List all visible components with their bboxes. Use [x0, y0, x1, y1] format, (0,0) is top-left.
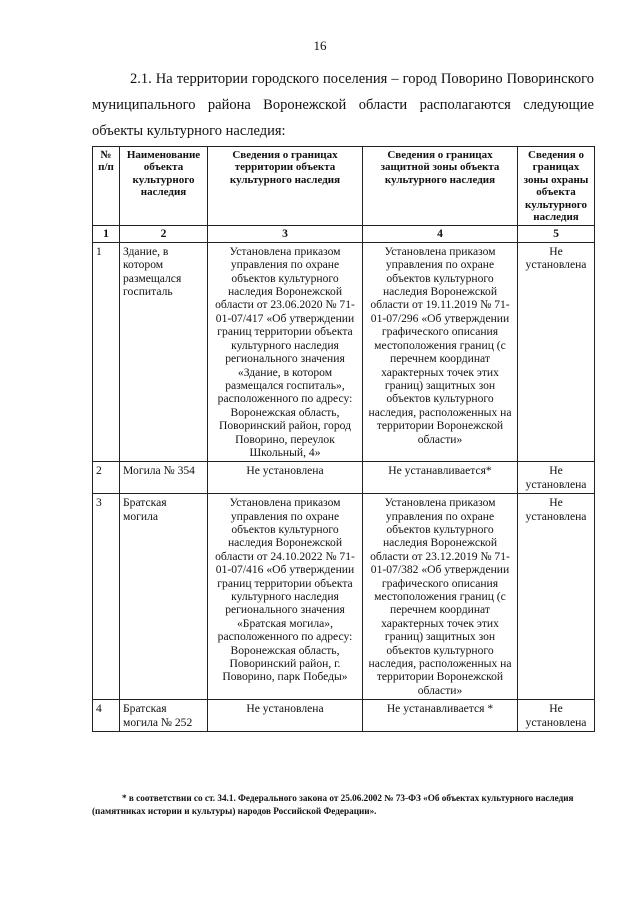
column-header-number: № п/п — [93, 147, 120, 226]
object-name: Могила № 354 — [120, 462, 208, 494]
page-number: 16 — [313, 38, 327, 53]
object-name: Братская могила — [120, 494, 208, 700]
row-number: 2 — [93, 462, 120, 494]
protection-zone-info: Не установлена — [518, 700, 595, 732]
table-row — [93, 700, 595, 732]
column-index: 3 — [208, 226, 363, 242]
protection-zone-info: Не установлена — [518, 462, 595, 494]
column-header-protective-zone: Сведения о границах защитной зоны объекта культурного наследия — [363, 147, 518, 226]
column-header-name: Наименование объекта культурного наследия — [120, 147, 208, 226]
protection-zone-info: Не установлена — [518, 242, 595, 462]
protective-zone-info: Не устанавливается * — [363, 700, 518, 732]
protection-zone-info: Не установлена — [518, 494, 595, 700]
object-name: Братская могила № 252 — [120, 700, 208, 732]
row-number: 3 — [93, 494, 120, 700]
column-header-protection-zone: Сведения о границах зоны охраны объекта культурного наследия — [518, 147, 595, 226]
protective-zone-info: Установлена приказом управления по охране объектов культурного наследия Воронежской области от 19.11.2019 № 71-01-07/296 «Об утверждении графического описания местоположения границ (с перечнем координат характерных точек этих границ) защитных зон объектов культурного наследия, расположенных на территории Воронежской области» — [363, 242, 518, 462]
column-index: 5 — [518, 226, 595, 242]
protective-zone-info: Не устанавливается* — [363, 462, 518, 494]
row-number: 1 — [93, 242, 120, 462]
table-header-row — [93, 147, 595, 226]
table-row — [93, 494, 595, 700]
territory-info: Не установлена — [208, 462, 363, 494]
row-number: 4 — [93, 700, 120, 732]
territory-info: Установлена приказом управления по охране объектов культурного наследия Воронежской области от 23.06.2020 № 71-01-07/417 «Об утверждении границ территории объекта культурного наследия регионального значения «Здание, в котором размещался госпиталь», расположенного по адресу: Воронежская область, Поворинский район, город Поворино, переулок Школьный, 4» — [208, 242, 363, 462]
object-name: Здание, в котором размещался госпиталь — [120, 242, 208, 462]
territory-info: Установлена приказом управления по охране объектов культурного наследия Воронежской области от 24.10.2022 № 71-01-07/416 «Об утверждении границ территории объекта культурного наследия регионального значения «Братская могила», расположенного по адресу: Воронежская область, Поворинский район, г. Поворино, парк Победы» — [208, 494, 363, 700]
intro-paragraph: 2.1. На территории городского поселения – город Поворино Поворинского муниципального района Воронежской области располагаются следующие объекты культурного наследия: — [92, 71, 594, 139]
column-index-row — [93, 226, 595, 242]
territory-info: Не установлена — [208, 700, 363, 732]
footnote: * в соответствии со ст. 34.1. Федерального закона от 25.06.2002 № 73-ФЗ «Об объектах культурного наследия (памятниках истории и культуры) народов Российской Федерации». — [92, 793, 574, 816]
column-header-territory: Сведения о границах территории объекта культурного наследия — [208, 147, 363, 226]
heritage-table — [92, 146, 595, 732]
column-index: 2 — [120, 226, 208, 242]
protective-zone-info: Установлена приказом управления по охране объектов культурного наследия Воронежской области от 23.12.2019 № 71-01-07/382 «Об утверждении графического описания местоположения границ (с перечнем координат характерных точек этих границ) защитных зон объектов культурного наследия, расположенных на территории Воронежской области» — [363, 494, 518, 700]
column-index: 1 — [93, 226, 120, 242]
table-row — [93, 242, 595, 462]
column-index: 4 — [363, 226, 518, 242]
table-row — [93, 462, 595, 494]
